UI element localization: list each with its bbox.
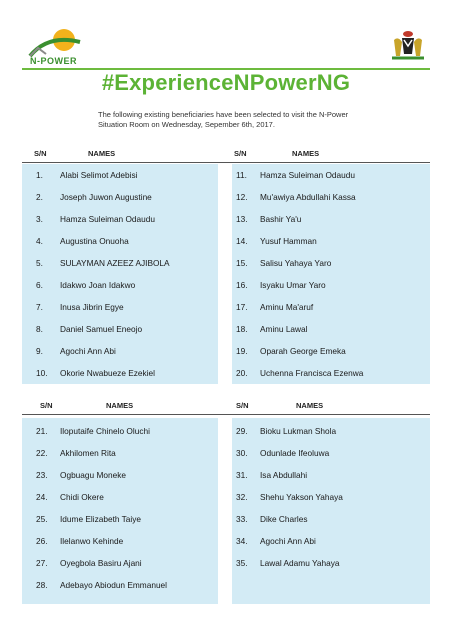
row-name: Okorie Nwabueze Ezekiel bbox=[60, 368, 155, 378]
row-serial-number: 20. bbox=[236, 368, 248, 378]
table-row bbox=[36, 442, 226, 464]
row-serial-number: 12. bbox=[236, 192, 248, 202]
table-row bbox=[36, 274, 226, 296]
table-row bbox=[236, 420, 426, 442]
row-serial-number: 18. bbox=[236, 324, 248, 334]
row-name: Inusa Jibrin Egye bbox=[60, 302, 124, 312]
row-serial-number: 15. bbox=[236, 258, 248, 268]
table-row bbox=[36, 318, 226, 340]
row-name: Odunlade Ifeoluwa bbox=[260, 448, 330, 458]
row-name: Oyegbola Basiru Ajani bbox=[60, 558, 142, 568]
row-serial-number: 30. bbox=[236, 448, 248, 458]
row-name: Bioku Lukman Shola bbox=[260, 426, 337, 436]
table1-left-header bbox=[22, 146, 222, 162]
row-name: Salisu Yahaya Yaro bbox=[260, 258, 332, 268]
row-name: Aminu Ma'aruf bbox=[260, 302, 314, 312]
row-serial-number: 3. bbox=[36, 214, 43, 224]
table-row bbox=[236, 362, 426, 384]
row-name: Adebayo Abiodun Emmanuel bbox=[60, 580, 168, 590]
row-name: Agochi Ann Abi bbox=[60, 346, 116, 356]
row-name: Dike Charles bbox=[260, 514, 308, 524]
logo-text: N-POWER bbox=[30, 56, 77, 66]
table-row bbox=[236, 552, 426, 574]
row-serial-number: 25. bbox=[36, 514, 48, 524]
row-serial-number: 28. bbox=[36, 580, 48, 590]
column-header-sn: S/N bbox=[34, 149, 47, 158]
column-header-names: NAMES bbox=[296, 401, 324, 410]
row-name: Agochi Ann Abi bbox=[260, 536, 316, 546]
row-serial-number: 9. bbox=[36, 346, 43, 356]
row-serial-number: 14. bbox=[236, 236, 248, 246]
table-row bbox=[36, 530, 226, 552]
table-row bbox=[236, 530, 426, 552]
row-name: Idume Elizabeth Taiye bbox=[60, 514, 142, 524]
row-serial-number: 13. bbox=[236, 214, 248, 224]
row-serial-number: 33. bbox=[236, 514, 248, 524]
row-name: Idakwo Joan Idakwo bbox=[60, 280, 136, 290]
row-name: Yusuf Hamman bbox=[260, 236, 317, 246]
row-serial-number: 6. bbox=[36, 280, 43, 290]
table-row bbox=[236, 274, 426, 296]
intro-text: The following existing beneficiaries have been selected to visit the N-Power Situation Room on Wednesday, Sepember 6th, 2017. bbox=[98, 110, 349, 129]
table-row bbox=[36, 362, 226, 384]
row-serial-number: 23. bbox=[36, 470, 48, 480]
column-header-names: NAMES bbox=[106, 401, 134, 410]
row-serial-number: 29. bbox=[236, 426, 248, 436]
table-row bbox=[36, 208, 226, 230]
table1-header-rule bbox=[22, 162, 430, 163]
table-row bbox=[36, 552, 226, 574]
row-name: Augustina Onuoha bbox=[60, 236, 129, 246]
table-row bbox=[236, 340, 426, 362]
row-serial-number: 27. bbox=[36, 558, 48, 568]
table-row bbox=[36, 164, 226, 186]
table-row bbox=[236, 164, 426, 186]
row-name: Daniel Samuel Eneojo bbox=[60, 324, 143, 334]
row-name: Shehu Yakson Yahaya bbox=[260, 492, 343, 502]
row-serial-number: 31. bbox=[236, 470, 248, 480]
table-row bbox=[236, 252, 426, 274]
row-name: Ilelanwo Kehinde bbox=[60, 536, 124, 546]
page-header bbox=[0, 0, 452, 70]
row-serial-number: 19. bbox=[236, 346, 248, 356]
column-header-sn: S/N bbox=[40, 401, 53, 410]
table-row bbox=[36, 340, 226, 362]
table-row bbox=[36, 252, 226, 274]
row-name: SULAYMAN AZEEZ AJIBOLA bbox=[60, 258, 170, 268]
column-header-names: NAMES bbox=[88, 149, 116, 158]
row-name: Alabi Selimot Adebisi bbox=[60, 170, 138, 180]
row-name: Mu'awiya Abdullahi Kassa bbox=[260, 192, 356, 202]
row-serial-number: 16. bbox=[236, 280, 248, 290]
coat-of-arms-icon bbox=[388, 30, 428, 62]
table-row bbox=[36, 574, 226, 596]
table2-left-header bbox=[22, 398, 222, 414]
row-name: Isa Abdullahi bbox=[260, 470, 308, 480]
table2-right-header bbox=[234, 398, 430, 414]
table-row bbox=[236, 230, 426, 252]
table-row bbox=[236, 442, 426, 464]
row-serial-number: 10. bbox=[36, 368, 48, 378]
row-name: Joseph Juwon Augustine bbox=[60, 192, 152, 202]
table-row bbox=[36, 186, 226, 208]
table-row bbox=[236, 464, 426, 486]
row-serial-number: 7. bbox=[36, 302, 43, 312]
column-header-sn: S/N bbox=[236, 401, 249, 410]
row-name: Bashir Ya'u bbox=[260, 214, 302, 224]
row-name: Chidi Okere bbox=[60, 492, 104, 502]
table-row bbox=[36, 230, 226, 252]
table-row bbox=[236, 208, 426, 230]
row-serial-number: 4. bbox=[36, 236, 43, 246]
row-name: Hamza Suleiman Odaudu bbox=[260, 170, 356, 180]
row-name: Aminu Lawal bbox=[260, 324, 308, 334]
row-name: Uchenna Francisca Ezenwa bbox=[260, 368, 364, 378]
row-name: Hamza Suleiman Odaudu bbox=[60, 214, 156, 224]
table-row bbox=[36, 464, 226, 486]
row-name: Akhilomen Rita bbox=[60, 448, 116, 458]
table-row bbox=[236, 186, 426, 208]
table-row bbox=[36, 486, 226, 508]
table1-right-header bbox=[234, 146, 430, 162]
table2-header-rule bbox=[22, 414, 430, 415]
row-serial-number: 34. bbox=[236, 536, 248, 546]
table-row bbox=[36, 508, 226, 530]
row-serial-number: 17. bbox=[236, 302, 248, 312]
row-name: Ogbuagu Moneke bbox=[60, 470, 126, 480]
table-row bbox=[36, 296, 226, 318]
row-serial-number: 32. bbox=[236, 492, 248, 502]
row-serial-number: 8. bbox=[36, 324, 43, 334]
row-serial-number: 11. bbox=[236, 170, 247, 180]
row-name: Iloputaife Chinelo Oluchi bbox=[60, 426, 150, 436]
table-row bbox=[236, 486, 426, 508]
row-serial-number: 5. bbox=[36, 258, 43, 268]
column-header-names: NAMES bbox=[292, 149, 320, 158]
table-row bbox=[36, 420, 226, 442]
row-name: Oparah George Emeka bbox=[260, 346, 346, 356]
column-header-sn: S/N bbox=[234, 149, 247, 158]
row-name: Isyaku Umar Yaro bbox=[260, 280, 326, 290]
row-serial-number: 1. bbox=[36, 170, 43, 180]
table-row bbox=[236, 296, 426, 318]
table-row bbox=[236, 508, 426, 530]
row-serial-number: 35. bbox=[236, 558, 248, 568]
table-row bbox=[236, 318, 426, 340]
row-serial-number: 26. bbox=[36, 536, 48, 546]
row-name: Lawal Adamu Yahaya bbox=[260, 558, 340, 568]
row-serial-number: 22. bbox=[36, 448, 48, 458]
row-serial-number: 21. bbox=[36, 426, 48, 436]
page-title: #ExperienceNPowerNG bbox=[101, 70, 351, 95]
row-serial-number: 24. bbox=[36, 492, 48, 502]
row-serial-number: 2. bbox=[36, 192, 43, 202]
